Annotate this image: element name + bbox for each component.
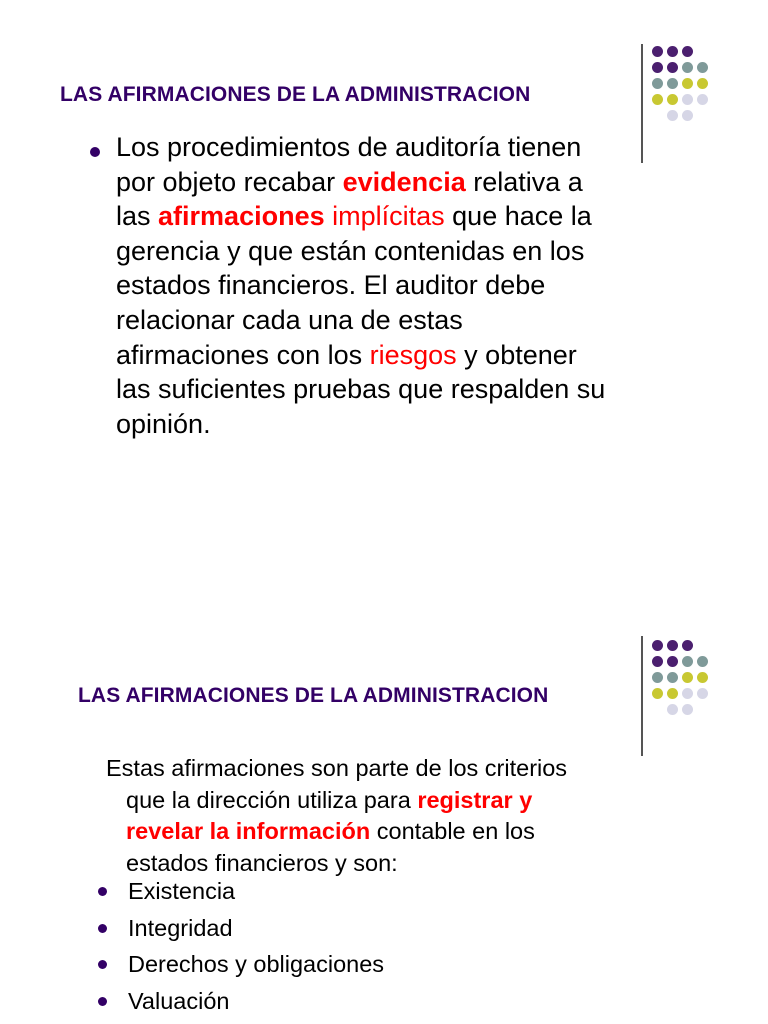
decorative-dot [712,46,723,57]
decorative-dot [652,78,663,89]
decorative-dot [697,656,708,667]
decorative-dot [682,62,693,73]
list-item [98,949,384,986]
bullet-icon [98,960,107,969]
intro-line: estados financieros y son: [126,849,398,876]
decorative-dot [667,78,678,89]
decorative-dot [712,688,723,699]
decorative-dot-grid-icon [652,640,723,715]
decorative-dot [682,656,693,667]
decorative-dot [667,656,678,667]
decorative-dot [652,704,663,715]
list-item-label: Derechos y obligaciones [128,951,385,977]
decorative-dot [712,640,723,651]
paragraph-text [325,201,333,231]
decorative-dot [652,94,663,105]
bullet-icon [98,997,107,1006]
bullet-item [90,130,610,441]
decorative-dot [667,688,678,699]
list-item [98,986,384,1023]
decorative-dot [682,672,693,683]
decorative-dot [697,688,708,699]
title-divider-line [641,636,643,756]
paragraph-text: Los procedimientos de auditoría tienen por objeto recabar [116,132,582,197]
list-item-label: Valuación [128,987,230,1014]
intro-text: contable en los [370,818,535,844]
decorative-dot [697,704,708,715]
decorative-dot [697,640,708,651]
decorative-dot [712,704,723,715]
highlight-text: registrar y [417,786,533,813]
paragraph-text: relativa a las [116,166,583,232]
assertion-list [98,876,384,1022]
highlight-text: revelar la información [126,818,371,844]
highlight-text: afirmaciones [158,201,325,232]
decorative-dot [682,78,693,89]
decorative-dot [652,62,663,73]
decorative-dot [667,94,678,105]
paragraph-text: que hace la gerencia y que están contenidas en los estados financieros. El auditor debe relacionar cada una de estas afirmaciones con los [116,201,592,370]
decorative-dot [697,46,708,57]
decorative-dot [682,640,693,651]
slide-2 [0,620,768,1024]
decorative-dot [712,78,723,89]
decorative-dot [667,640,678,651]
intro-line: Estas afirmaciones son parte de los criterios [106,755,568,781]
list-item [98,913,384,950]
decorative-dot-grid-icon [652,46,723,121]
decorative-dot [667,46,678,57]
decorative-dot [712,110,723,121]
decorative-dot [712,656,723,667]
decorative-dot [697,94,708,105]
decorative-dot [652,46,663,57]
decorative-dot [682,704,693,715]
decorative-dot [682,688,693,699]
decorative-dot [652,640,663,651]
title-divider-line [641,44,643,163]
decorative-dot [652,672,663,683]
bullet-paragraph [116,130,610,441]
decorative-dot [682,46,693,57]
decorative-dot [712,672,723,683]
bullet-icon [90,147,100,157]
decorative-dot [682,94,693,105]
decorative-dot [697,110,708,121]
decorative-dot [697,672,708,683]
decorative-dot [667,704,678,715]
intro-paragraph [106,753,626,879]
intro-line [106,816,626,848]
intro-line [106,785,626,817]
list-item-label: Existencia [128,878,236,904]
decorative-dot [652,110,663,121]
decorative-dot [697,62,708,73]
decorative-dot [682,110,693,121]
highlight-text: implícitas [332,201,445,232]
highlight-text: evidencia [342,166,466,197]
decorative-dot [697,78,708,89]
decorative-dot [652,656,663,667]
bullet-icon [98,887,107,896]
decorative-dot [667,672,678,683]
decorative-dot [712,62,723,73]
slide-title: LAS AFIRMACIONES DE LA ADMINISTRACION [78,684,549,707]
decorative-dot [652,688,663,699]
decorative-dot [667,110,678,121]
list-item [98,876,384,913]
paragraph-text: y obtener las suficientes pruebas que respalden su opinión. [116,339,606,439]
highlight-text: riesgos [369,339,457,370]
slide-title: LAS AFIRMACIONES DE LA ADMINISTRACION [60,83,531,106]
bullet-icon [98,924,107,933]
decorative-dot [667,62,678,73]
intro-text: que la dirección utiliza para [126,786,418,813]
decorative-dot [712,94,723,105]
list-item-label: Integridad [128,914,233,941]
